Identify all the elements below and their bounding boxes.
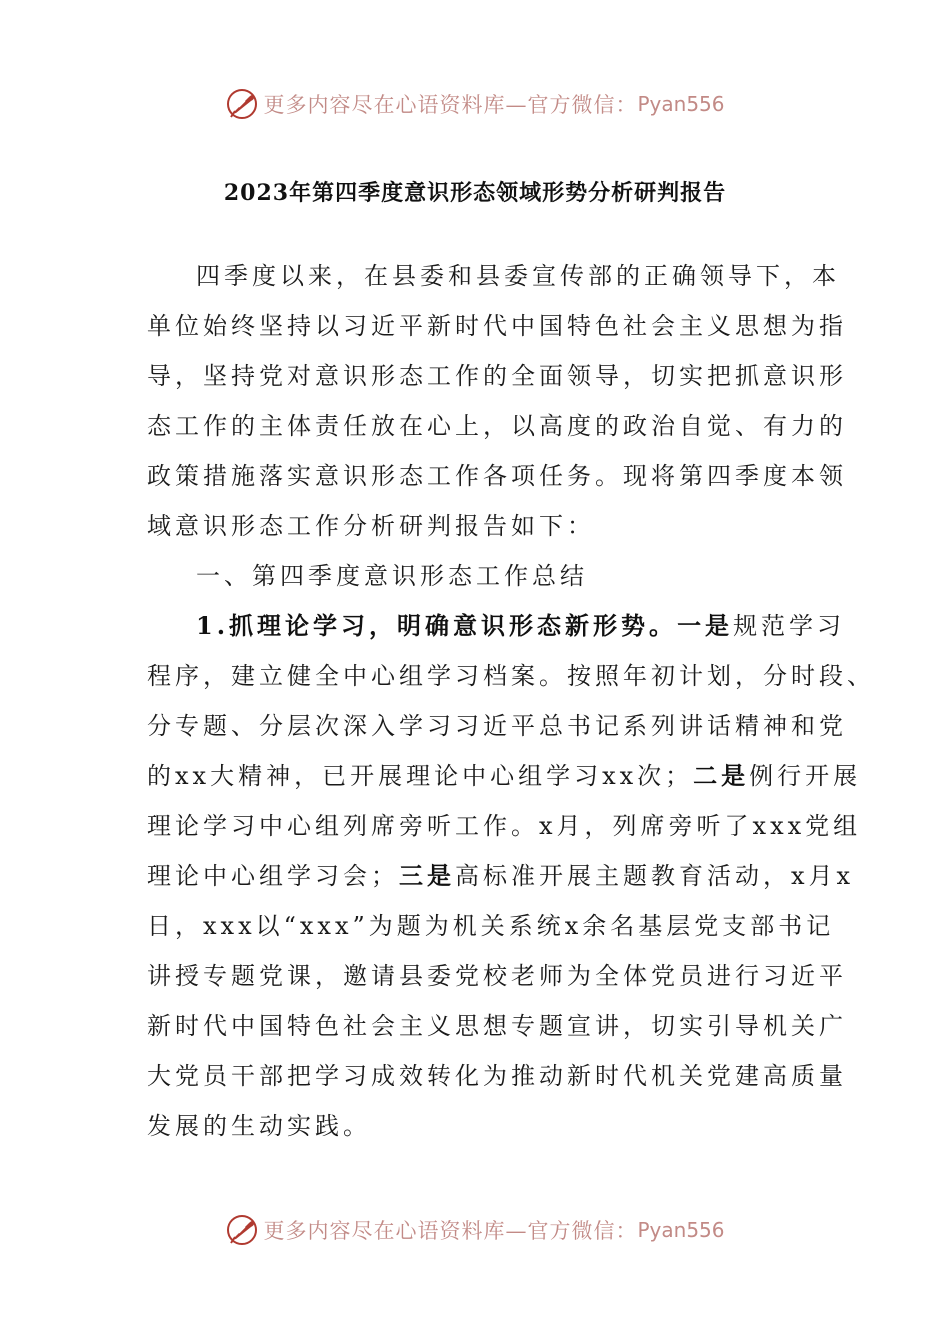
paragraph-line: 单位始终坚持以习近平新时代中国特色社会主义思想为指 <box>147 312 847 340</box>
paragraph-line: 政策措施落实意识形态工作各项任务。现将第四季度本领 <box>147 462 847 490</box>
paragraph-line <box>147 856 854 891</box>
watermark-text: 更多内容尽在心语资料库—官方微信： <box>263 93 638 117</box>
item-text: 高标准开展主题教育活动，x月x <box>455 862 855 890</box>
paragraph-line: 发展的生动实践。 <box>147 1112 371 1140</box>
paragraph-line: 域意识形态工作分析研判报告如下： <box>147 512 595 540</box>
paragraph-line: 讲授专题党课，邀请县委党校老师为全体党员进行习近平 <box>147 962 847 990</box>
section-heading: 一、第四季度意识形态工作总结 <box>196 562 588 590</box>
paragraph-line: 四季度以来，在县委和县委宣传部的正确领导下，本 <box>196 262 840 290</box>
watermark-wechat-id: Pyan556 <box>637 1218 725 1242</box>
item-text: 规范学习 <box>733 612 846 640</box>
item-third-label: 三是 <box>399 861 455 890</box>
document-title: 2023年第四季度意识形态领域形势分析研判报告 <box>223 180 727 206</box>
paragraph-line: 日，xxx以“xxx”为题为机关系统x余名基层党支部书记 <box>147 912 835 940</box>
paragraph-line: 大党员干部把学习成效转化为推动新时代机关党建高质量 <box>147 1062 847 1090</box>
watermark-footer <box>0 1210 950 1250</box>
item-text: 例行开展 <box>749 762 862 790</box>
item-first-label: 一是 <box>677 611 734 640</box>
paragraph-line <box>147 756 861 791</box>
paragraph-line: 态工作的主体责任放在心上，以高度的政治自觉、有力的 <box>147 412 847 440</box>
item-heading-line <box>196 606 845 641</box>
paragraph-line: 分专题、分层次深入学习习近平总书记系列讲话精神和党 <box>147 712 847 740</box>
item-text: 理论中心组学习会； <box>147 862 399 890</box>
paragraph-line: 理论学习中心组列席旁听工作。x月，列席旁听了xxx党组 <box>147 812 862 840</box>
watermark-text: 更多内容尽在心语资料库—官方微信： <box>263 1219 638 1243</box>
item-heading: 1.抓理论学习，明确意识形态新形势。 <box>196 611 678 640</box>
watermark-wechat-id: Pyan556 <box>637 92 725 116</box>
item-second-label: 二是 <box>693 761 750 790</box>
paragraph-line: 新时代中国特色社会主义思想专题宣讲，切实引导机关广 <box>147 1012 847 1040</box>
watermark-header <box>0 84 950 124</box>
paragraph-line: 程序，建立健全中心组学习档案。按照年初计划，分时段、 <box>147 662 875 690</box>
item-text: 的xx大精神，已开展理论中心组学习xx次； <box>147 762 694 790</box>
quill-pen-logo-icon <box>225 1213 259 1247</box>
paragraph-line: 导，坚持党对意识形态工作的全面领导，切实把抓意识形 <box>147 362 847 390</box>
quill-pen-logo-icon <box>225 87 259 121</box>
